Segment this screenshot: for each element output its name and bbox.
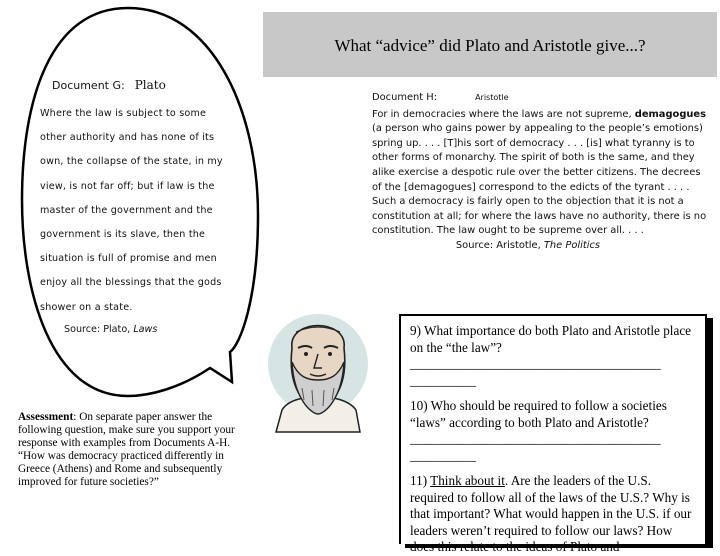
questions-box	[399, 314, 707, 554]
document-g-text: Where the law is subject to some other authority and has none of its own, the collapse of the state, in my view, is not far off; but if law is the master of the government and the government is its slave, then the situation is full of promise and men enjoy all the blessings that the gods shower on a state.	[40, 108, 223, 313]
document-h-label: Document H:	[372, 92, 438, 103]
question-11-text: . Are the leaders of the U.S. required to follow all of the laws of the U.S.? Why is that important? What would happen in the U.S. if our leaders weren’t required to follow our laws? How does this relate to the ideas of Plato and	[410, 473, 692, 554]
document-g	[40, 78, 230, 335]
title-banner	[263, 12, 717, 77]
question-11-emphasis: Think about it	[430, 473, 505, 488]
document-g-source	[64, 324, 230, 335]
question-10	[410, 398, 697, 464]
question-10-answer-line-end[interactable]: __________	[410, 447, 476, 463]
document-h-bold-term: demagogues	[634, 108, 706, 120]
question-11	[410, 473, 697, 556]
document-g-source-work: Laws	[133, 323, 158, 335]
portrait-eye-right	[328, 352, 332, 356]
question-9-text: 9) What importance do both Plato and Aristotle place on the “the law”?	[410, 323, 692, 355]
document-h-text-after: (a person who gains power by appealing to the people’s emotions) spring up. . . . [T]his sort of democracy . . . [is] what tyranny is to other forms of monarchy. The spirit of both is the same, and they alike exercise a despotic rule over the better citizens. The decrees of the [demagogues] correspond to the edicts of the tyrant . . . . Such a democracy is fairly open to the objection that it is not a constitution at all; for where the laws have no authority, there is no constitution. The law ought to be supreme over all. . . .	[372, 123, 707, 237]
document-h	[372, 91, 712, 254]
question-11-number: 11)	[410, 473, 431, 488]
document-h-source	[372, 239, 712, 254]
question-9-answer-line-end[interactable]: __________	[410, 372, 476, 388]
document-g-author: Plato	[134, 78, 166, 92]
assessment-body: : On separate paper answer the following question, make sure you support your response with examples from Documents A-H. “How was democracy practiced differently in Greece (Athens) and Rome and subsequently improved for future societies?”	[18, 411, 235, 488]
document-h-source-label: Source: Aristotle,	[455, 239, 541, 251]
document-h-heading	[372, 91, 712, 106]
question-10-answer-line[interactable]: ______________________________________	[410, 431, 661, 446]
document-h-text	[372, 108, 712, 239]
portrait-eye-left	[304, 352, 308, 356]
document-g-label: Document G:	[52, 79, 125, 92]
question-10-text: 10) Who should be required to follow a societies “laws” according to both Plato and Aristotle?	[410, 398, 667, 430]
assessment-label: Assessment	[18, 411, 74, 423]
philosopher-portrait-image	[262, 292, 374, 442]
question-9-answer-line[interactable]: ______________________________________	[410, 356, 661, 371]
page-title: What “advice” did Plato and Aristotle give...?	[334, 36, 646, 55]
question-9	[410, 323, 697, 389]
document-g-source-label: Source: Plato,	[64, 323, 131, 335]
document-h-text-before: For in democracies where the laws are not supreme,	[372, 108, 635, 120]
document-h-source-work: The Politics	[543, 239, 601, 251]
document-h-author: Aristotle	[475, 93, 509, 102]
document-g-heading	[52, 78, 230, 92]
assessment-text	[18, 411, 250, 489]
